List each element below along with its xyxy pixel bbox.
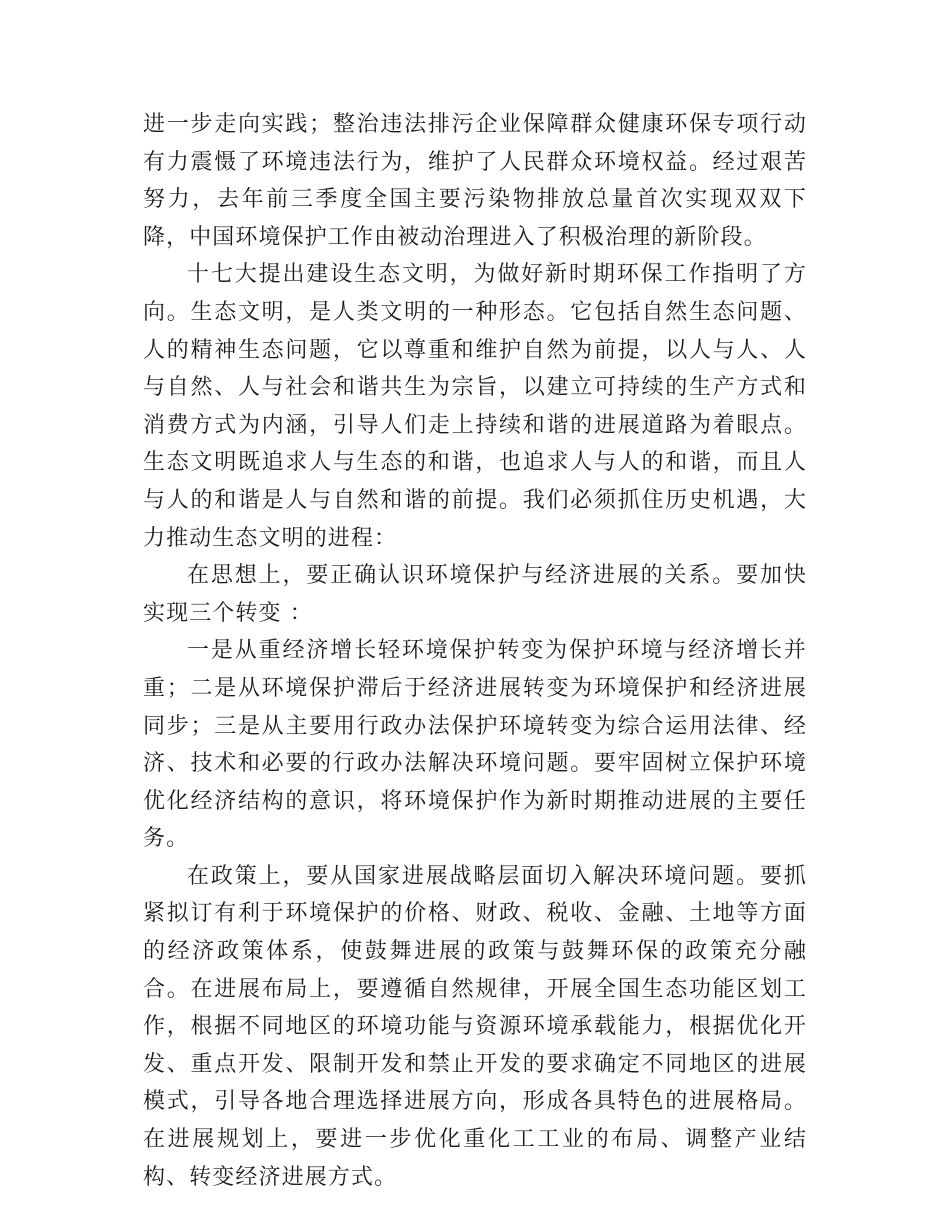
document-body <box>143 106 807 1196</box>
paragraph-1: 进一步走向实践；整治违法排污企业保障群众健康环保专项行动有力震慑了环境违法行为，维护了人民群众环境权益。经过艰苦努力，去年前三季度全国主要污染物排放总量首次实现双双下降，中国环境保护工作由被动治理进入了积极治理的新阶段。 <box>143 112 807 250</box>
paragraph-5: 在政策上，要从国家进展战略层面切入解决环境问题。要抓紧拟订有利于环境保护的价格、财政、税收、金融、土地等方面的经济政策体系，使鼓舞进展的政策与鼓舞环保的政策充分融合。在进展布局上，要遵循自然规律，开展全国生态功能区划工作，根据不同地区的环境功能与资源环境承载能力，根据优化开发、重点开发、限制开发和禁止开发的要求确定不同地区的进展模式，引导各地合理选择进展方向，形成各具特色的进展格局。在进展规划上，要进一步优化重化工工业的布局、调整产业结构、转变经济进展方式。 <box>143 863 807 1190</box>
paragraph-2: 十七大提出建设生态文明，为做好新时期环保工作指明了方向。生态文明，是人类文明的一种形态。它包括自然生态问题、人的精神生态问题，它以尊重和维护自然为前提，以人与人、人与自然、人与社会和谐共生为宗旨，以建立可持续的生产方式和消费方式为内涵，引导人们走上持续和谐的进展道路为着眼点。生态文明既追求人与生态的和谐，也追求人与人的和谐，而且人与人的和谐是人与自然和谐的前提。我们必须抓住历史机遇，大力推动生态文明的进程： <box>143 262 807 551</box>
paragraph-4: 一是从重经济增长轻环境保护转变为保护环境与经济增长并重；二是从环境保护滞后于经济进展转变为环境保护和经济进展同步；三是从主要用行政办法保护环境转变为综合运用法律、经济、技术和必要的行政办法解决环境问题。要牢固树立保护环境优化经济结构的意识，将环境保护作为新时期推动进展的主要任务。 <box>143 638 807 852</box>
paragraph-3: 在思想上，要正确认识环境保护与经济进展的关系。要加快实现三个转变 ： <box>143 563 807 626</box>
